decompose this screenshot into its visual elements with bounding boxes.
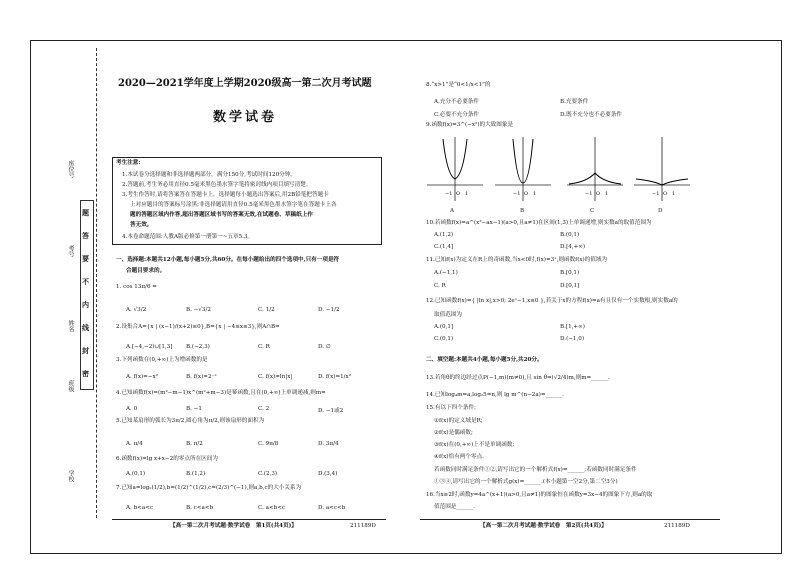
- svg-text:−1: −1: [652, 191, 660, 197]
- question-stem: 7.已知a=log₂(1/2),b=(1/2)^(1/2),c=(2/3)^(−1),则a,b,c的大小关系为: [116, 485, 302, 491]
- note-item: 2.答题前,考生务必用直径0.5毫米黑色墨水签字笔将密封线内项目填写清楚。: [122, 182, 312, 188]
- svg-text:O: O: [456, 191, 461, 197]
- q16-cont: 值范围是______.: [434, 504, 475, 510]
- answer-option: B.(1,2): [186, 471, 206, 477]
- notes-title: 考生注意:: [116, 160, 141, 166]
- binding-dashed-line: [96, 48, 97, 518]
- answer-option: A. f(x)=−x²: [126, 374, 158, 380]
- answer-option: B. −√3/2: [186, 307, 211, 313]
- answer-option: D: [658, 208, 663, 214]
- answer-option: C.(1,4]: [434, 244, 454, 250]
- question-stem: 6.函数f(x)=lg x+x−2的零点所在区间为: [116, 456, 218, 462]
- seal-char: 答: [82, 231, 89, 240]
- answer-option: B.(0,1): [560, 232, 580, 238]
- q16: 16.当x≥2时,函数y=4a^(x+1)(a>0,且a≠1)的图象恒在函数y=3x−4的图象下方,则a的取: [426, 492, 653, 498]
- note-item: 1.本试卷分选择题和非选择题两部分。满分150分,考试时间120分钟。: [122, 172, 296, 178]
- answer-option: B.(−2,3): [186, 344, 210, 350]
- svg-text:1: 1: [465, 191, 469, 197]
- question-stem: 3.下列函数在(0,+∞)上为增函数的是: [116, 357, 208, 363]
- svg-text:O: O: [596, 191, 601, 197]
- seal-box: [80, 200, 94, 390]
- svg-text:1: 1: [672, 191, 676, 197]
- graph-option-d: [632, 135, 692, 205]
- answer-option: D.既不充分也不必要条件: [560, 112, 623, 118]
- notes-box: [112, 157, 382, 245]
- answer-option: D. −1/2: [318, 307, 340, 313]
- answer-option: A.(−1,1): [434, 270, 458, 276]
- q15: 15.有以下四个条件:: [426, 405, 476, 411]
- answer-option: A.充分不必要条件: [434, 99, 479, 105]
- section2-heading: 二、填空题:本题共4小题,每小题5分,共20分。: [426, 357, 543, 363]
- q13: 13.若角θ的终边经过点P(−1,m)(m≠0),且 sin θ=(√2/4)m,则m=______.: [426, 375, 610, 381]
- answer-option: C.必要不充分条件: [434, 112, 480, 118]
- q15-tail: ①③④,请写出它的一个解析式g(x)=______.(本小题第一空2分,第二空3分): [434, 479, 618, 485]
- answer-option: C. 2: [258, 406, 270, 412]
- note-item: 4.本卷命题范围:人教A版必修第一册第一~五章5.3。: [122, 234, 254, 240]
- answer-option: D.[4,+∞): [560, 244, 586, 250]
- seat-label: 座位号: [67, 160, 74, 178]
- graph-option-a: [425, 135, 485, 205]
- answer-option: A. π/4: [126, 441, 143, 447]
- footer-left-code: 211189D: [350, 523, 376, 529]
- answer-option: D. ∅: [318, 344, 331, 350]
- svg-text:O: O: [663, 191, 668, 197]
- question-stem: 10.若函数f(x)=a^(x²−ax−1)(a>0,且a≠1)在区间(1,3)上单调递增,则实数a的取值范围为: [426, 220, 652, 226]
- answer-option: B: [520, 208, 525, 214]
- class-label: 班级: [67, 380, 74, 392]
- answer-option: A. 0: [126, 406, 138, 412]
- seal-char: 不: [82, 277, 89, 286]
- question-stem: 2.设集合A={x | (x−1)/(x+2)≤0},B={x | −4≤x≤3},则A∩B=: [116, 324, 280, 330]
- footer-right-code: 211189D: [664, 523, 690, 529]
- footer-left: 【高一第二次月考试题·数学试卷 第1页(共4页)】: [170, 523, 297, 529]
- svg-text:1: 1: [533, 191, 537, 197]
- question-stem: 5.已知某扇形的弧长为3π/2,圆心角为π/2,则该扇形的面积为: [116, 418, 265, 424]
- section1-heading-cont: 合题目要求的。: [126, 268, 166, 274]
- seal-char: 线: [82, 323, 89, 332]
- svg-text:1: 1: [605, 191, 609, 197]
- answer-option: D.(3,4): [318, 471, 338, 477]
- q15-item: ③f(x)在(0,+∞)上不是单调函数;: [434, 442, 515, 448]
- answer-option: C. 1/2: [258, 307, 275, 313]
- subject-title: 数学试卷: [213, 110, 278, 125]
- seal-char: 内: [82, 300, 89, 309]
- q15-tail: 若函数同时满足条件①②,请写出它的一个解析式f(x)=______;若函数同时满足条件: [434, 467, 637, 473]
- answer-option: C. f(x)=ln|x|: [258, 374, 293, 380]
- graph-option-b: [493, 135, 553, 205]
- q14: 14.已知log₄m=a,log₂5=n,则 lg m^(n−2a)=______.: [426, 392, 565, 398]
- answer-option: B. −1: [186, 406, 202, 412]
- answer-option: A.(0,1]: [434, 324, 454, 330]
- answer-option: C.(2,3): [258, 471, 278, 477]
- q15-item: ②f(x)是偶函数;: [434, 430, 473, 436]
- answer-option: B.[1,+∞): [560, 324, 585, 330]
- q15-item: ①f(x)的定义域是R;: [434, 418, 483, 424]
- answer-option: A: [450, 208, 455, 214]
- note-item: 上对应题目的答案标号涂黑;非选择题请用直径0.5毫米黑色墨水签字笔在答题卡上各: [130, 202, 337, 208]
- answer-option: B. π/2: [186, 441, 203, 447]
- question-stem-cont: 取值范围为: [434, 312, 462, 318]
- answer-option: C. R: [258, 344, 270, 350]
- answer-option: B. c<a<b: [186, 505, 214, 511]
- svg-text:O: O: [524, 191, 529, 197]
- school-label: 学校: [67, 470, 74, 482]
- question-stem: 4.已知函数f(x)=(m²−m−1)x^(m²+m−3)是幂函数,且在(0,+∞)上单调递减,则m=: [116, 390, 326, 396]
- answer-option: C. a<b<c: [258, 505, 286, 511]
- answer-option: C: [590, 208, 595, 214]
- answer-option: A. √3/2: [126, 307, 147, 313]
- question-stem: 8.“x>1”是“0<1/x<1”的: [426, 82, 491, 88]
- answer-option: A.(1,2): [434, 232, 454, 238]
- answer-option: A.[−4,−2)∪[1,3]: [126, 344, 173, 350]
- answer-option: D.[0,1]: [560, 283, 580, 289]
- exam-no-label: 考号: [67, 245, 74, 257]
- question-stem: 9.函数f(x)=3^(−x²)的大致图象是: [426, 122, 514, 128]
- answer-option: C. 9π/8: [258, 441, 279, 447]
- answer-option: B.[0,1): [560, 270, 580, 276]
- note-item: 答无效。: [130, 222, 153, 228]
- question-stem: 1. cos 13π/6 =: [116, 284, 157, 290]
- note-item: 题的答题区域内作答,超出答题区域书写的答案无效,在试题卷、草稿纸上作: [130, 212, 313, 218]
- exam-title: 2020—2021学年度上学期2020级高一第二次月考试题: [118, 78, 372, 89]
- seal-char: 要: [82, 254, 89, 263]
- answer-option: C. R: [434, 283, 446, 289]
- answer-option: C.(0,1): [434, 336, 454, 342]
- svg-text:−1: −1: [445, 191, 453, 197]
- note-item: 3.考生作答时,请将答案答在答题卡上。选择题每小题选出答案后,用2B铅笔把答题卡: [122, 192, 329, 198]
- answer-option: B.充要条件: [560, 99, 589, 105]
- answer-option: D. −1或2: [318, 408, 344, 414]
- seal-char: 题: [82, 208, 89, 217]
- answer-option: D. 3π/4: [318, 441, 339, 447]
- answer-option: A. b<a<c: [126, 505, 154, 511]
- svg-text:−1: −1: [585, 191, 593, 197]
- answer-option: D.(−1,0): [560, 336, 585, 342]
- q15-item: ④f(x)恰有两个零点.: [434, 454, 484, 460]
- graph-option-c: [565, 135, 625, 205]
- footer-rule-left: [112, 519, 386, 520]
- seal-char: 封: [82, 346, 89, 355]
- answer-option: D. f(x)=1/x²: [318, 374, 351, 380]
- name-label: 姓名: [67, 320, 74, 332]
- answer-option: B. f(x)=2⁻ˣ: [186, 374, 217, 380]
- question-stem: 12.已知函数f(x)={ |ln x|,x>0; 2eˣ−1,x≤0 },若关于x的方程f(x)=a有且仅有一个实数根,则实数a的: [426, 298, 678, 304]
- footer-right: 【高一第二次月考试题·数学试卷 第2页(共4页)】: [480, 523, 607, 529]
- question-stem: 11.已知f(x)为定义在R上的奇函数,当x<0时,f(x)=3ˣ,则函数f(x)的值域为: [426, 257, 608, 263]
- seal-char: 密: [82, 369, 89, 378]
- footer-rule-right: [420, 519, 720, 520]
- answer-option: A.(0,1): [126, 471, 146, 477]
- section1-heading: 一、选择题:本题共12小题,每小题5分,共60分。在每小题给出的四个选项中,只有一项是符: [116, 257, 340, 263]
- svg-text:−1: −1: [513, 191, 521, 197]
- answer-option: D. a<c<b: [318, 505, 346, 511]
